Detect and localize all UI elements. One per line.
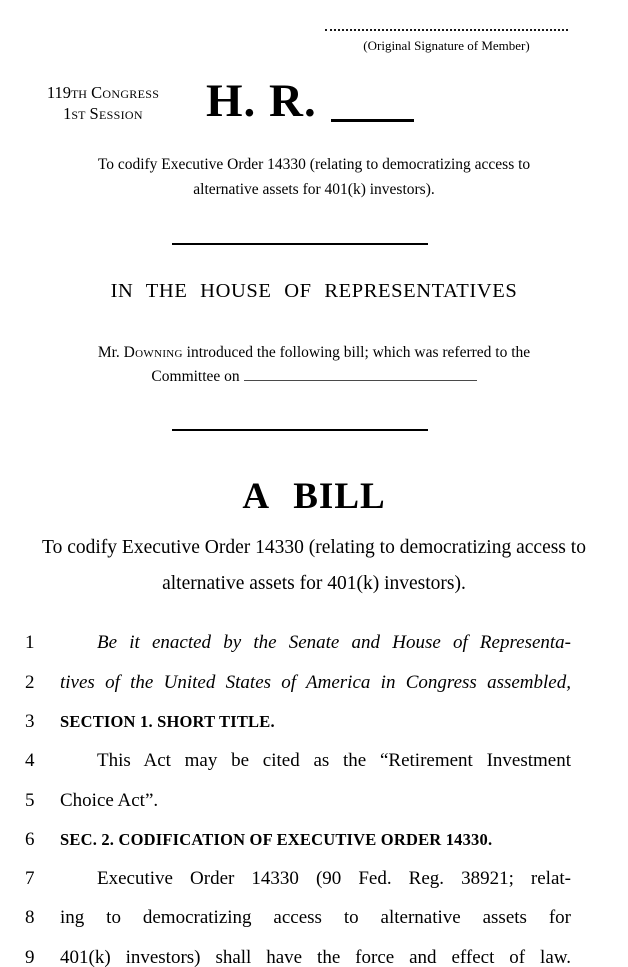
introduction-paragraph bbox=[69, 341, 559, 391]
chamber-heading: IN THE HOUSE OF REPRESENTATIVES bbox=[110, 279, 518, 302]
congress-number: 119 bbox=[46, 83, 71, 102]
intro-before-sponsor: Mr. bbox=[97, 343, 124, 361]
line-text: Choice Act”. bbox=[60, 789, 159, 811]
line-text: This Act may be cited as the “Retirement Investment bbox=[97, 750, 571, 772]
signature-block bbox=[325, 29, 568, 54]
line-number: 3 bbox=[25, 710, 35, 732]
session-line bbox=[24, 104, 182, 125]
congress-line bbox=[24, 83, 182, 104]
session-word: Session bbox=[89, 103, 143, 123]
bill-header-row bbox=[24, 75, 628, 127]
bill-heading: A BILL bbox=[242, 476, 386, 518]
line-number: 1 bbox=[25, 632, 35, 654]
bill-text-line bbox=[25, 702, 571, 741]
line-number: 8 bbox=[25, 907, 35, 929]
bill-number-blank bbox=[331, 81, 414, 122]
line-text: ing to democratizing access to alternative assets for bbox=[60, 907, 571, 929]
line-text: Executive Order 14330 (90 Fed. Reg. 38921; relat- bbox=[97, 868, 571, 890]
line-text: tives of the United States of America in Congress assembled, bbox=[60, 671, 571, 693]
bill-text-line bbox=[25, 938, 571, 967]
long-title-top: To codify Executive Order 14330 (relating to democratizing access to alternative assets for 401(k) investors). bbox=[97, 156, 531, 198]
bill-text-line bbox=[25, 859, 571, 898]
intro-after-sponsor: introduced the following bill; which was referred to the bbox=[182, 343, 531, 361]
line-number: 6 bbox=[25, 828, 35, 850]
bill-number-prefix: H. R. bbox=[206, 75, 317, 127]
bill-text-line bbox=[25, 623, 571, 662]
long-title-main: To codify Executive Order 14330 (relating to democratizing access to alternative assets for 401(k) investors). bbox=[42, 537, 586, 595]
sponsor-name: Downing bbox=[123, 343, 183, 361]
line-number: 2 bbox=[25, 671, 35, 693]
bill-text-line bbox=[25, 663, 571, 702]
bill-number-heading bbox=[206, 75, 414, 127]
congress-session-block bbox=[24, 78, 182, 124]
congress-word: Congress bbox=[91, 83, 160, 102]
bill-text-line bbox=[25, 781, 571, 820]
committee-prefix: Committee on bbox=[151, 368, 244, 386]
bill-text-line bbox=[25, 898, 571, 937]
line-number: 7 bbox=[25, 868, 35, 890]
line-number: 4 bbox=[25, 750, 35, 772]
bill-text-line bbox=[25, 741, 571, 780]
line-text: Be it enacted by the Senate and House of Representa- bbox=[97, 632, 571, 654]
bill-body bbox=[25, 623, 571, 967]
separator-rule-top bbox=[172, 243, 428, 245]
separator-rule-bottom bbox=[172, 429, 428, 431]
line-text: 401(k) investors) shall have the force and effect of law. bbox=[60, 946, 571, 967]
session-number: 1 bbox=[63, 103, 72, 123]
line-text: SEC. 2. CODIFICATION OF EXECUTIVE ORDER 14330. bbox=[60, 829, 493, 849]
line-number: 5 bbox=[25, 789, 35, 811]
committee-name-blank bbox=[244, 367, 477, 381]
session-ordinal-suffix: ST bbox=[71, 107, 86, 122]
congress-ordinal-suffix: TH bbox=[70, 87, 87, 101]
signature-caption: (Original Signature of Member) bbox=[363, 38, 530, 53]
line-text: SECTION 1. SHORT TITLE. bbox=[60, 711, 275, 731]
line-number: 9 bbox=[25, 946, 35, 967]
bill-text-line bbox=[25, 820, 571, 859]
